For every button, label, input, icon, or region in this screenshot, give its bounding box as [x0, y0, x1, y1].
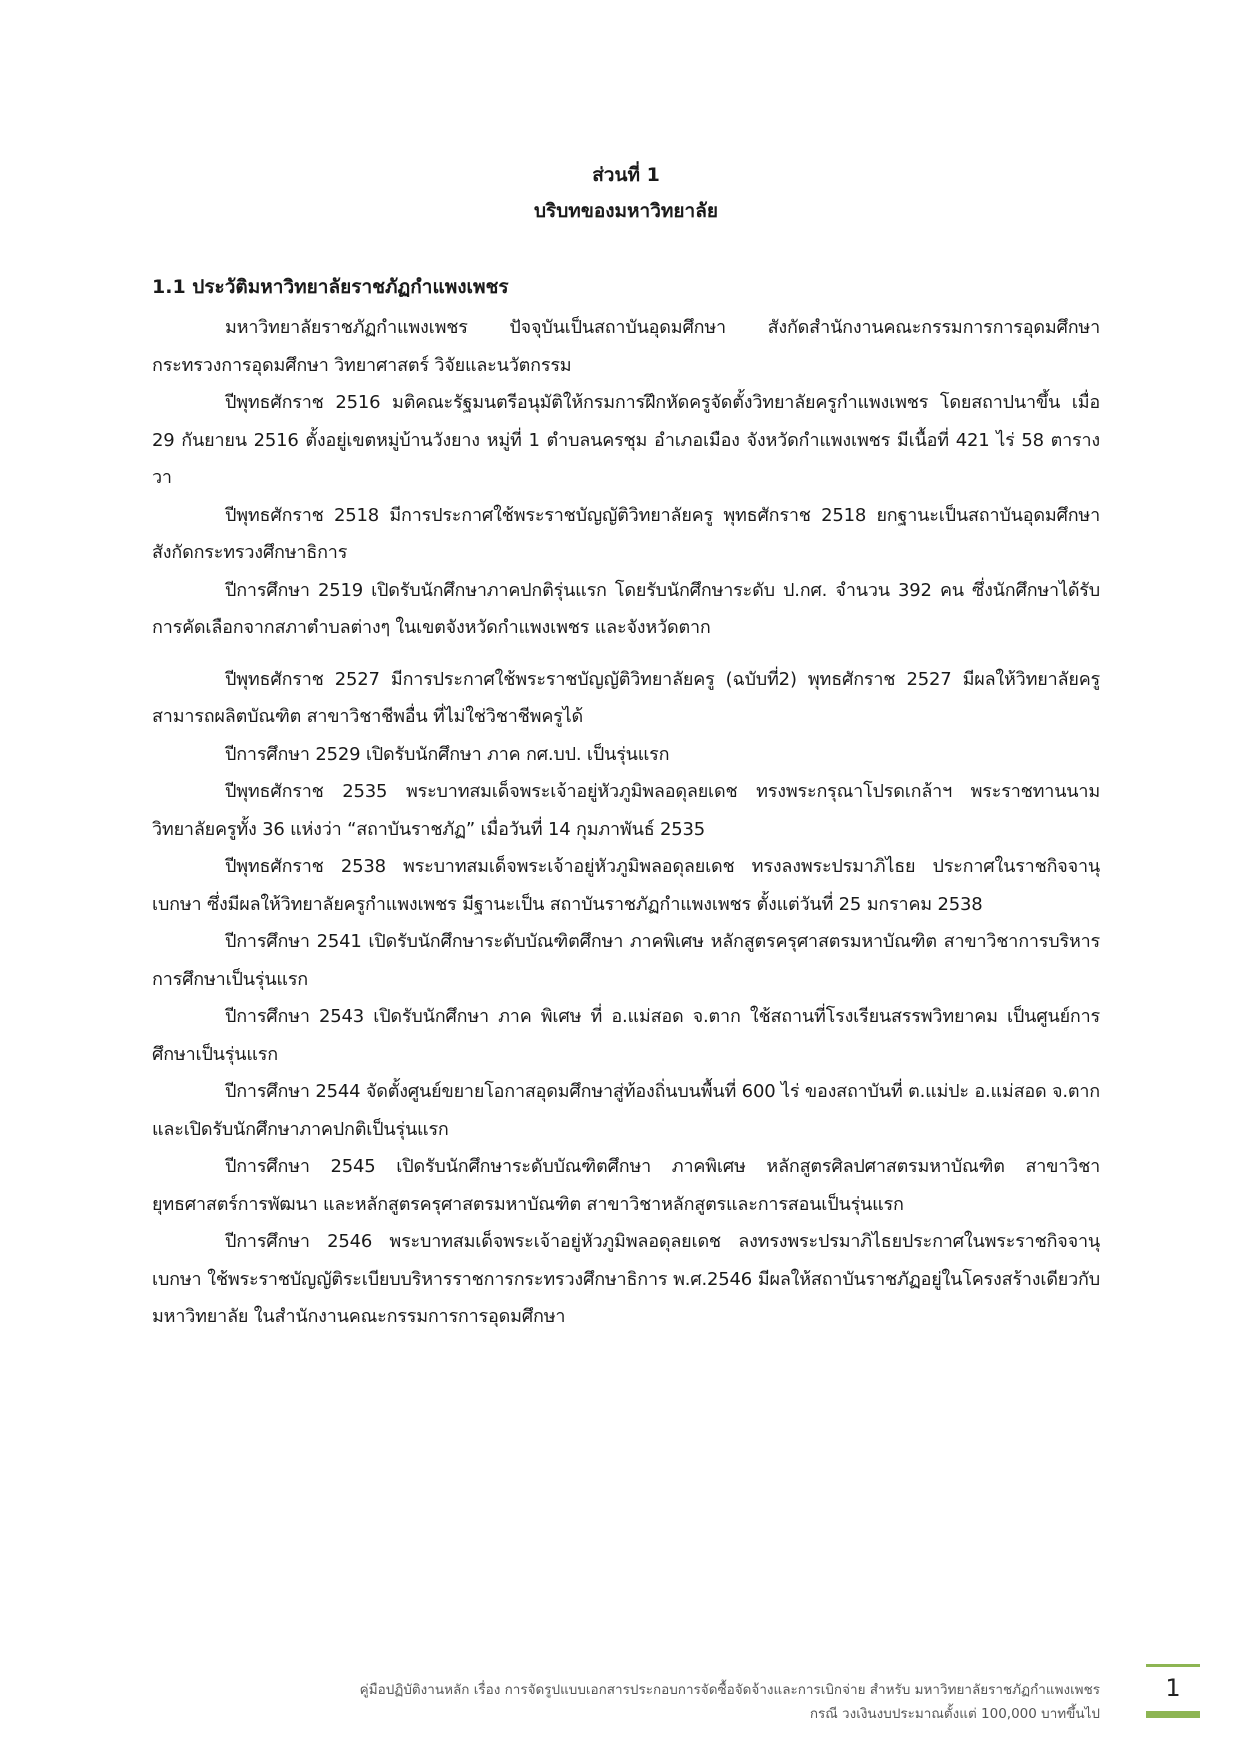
page-number-bottom-rule [1146, 1711, 1200, 1718]
paragraph-5: ปีพุทธศักราช 2527 มีการประกาศใช้พระราชบัญญัติวิทยาลัยครู (ฉบับที่2) พุทธศักราช 2527 มีผลให้วิทยาลัยครูสามารถผลิตบัณฑิต สาขาวิชาชีพอื่น ที่ไม่ใช่วิชาชีพครูได้ [152, 668, 1100, 727]
title-block [152, 157, 1100, 229]
paragraph-8: ปีพุทธศักราช 2538 พระบาทสมเด็จพระเจ้าอยู่หัวภูมิพลอดุลยเดช ทรงลงพระปรมาภิไธย ประกาศในราชกิจจานุเบกษา ซึ่งมีผลให้วิทยาลัยครูกำแพงเพชร มีฐานะเป็น สถาบันราชภัฏกำแพงเพชร ตั้งแต่วันที่ 25 มกราคม 2538 [152, 856, 1100, 915]
paragraph-11: ปีการศึกษา 2544 จัดตั้งศูนย์ขยายโอกาสอุดมศึกษาสู่ท้องถิ่นบนพื้นที่ 600 ไร่ ของสถาบันที่ ต.แม่ปะ อ.แม่สอด จ.ตาก และเปิดรับนักศึกษาภาคปกติเป็นรุ่นแรก [152, 1081, 1100, 1140]
footer-line-1: คู่มือปฏิบัติงานหลัก เรื่อง การจัดรูปแบบเอกสารประกอบการจัดซื้อจัดจ้างและการเบิกจ่าย สำหรับ มหาวิทยาลัยราชภัฏกำแพงเพชร [359, 1682, 1100, 1698]
paragraph-9: ปีการศึกษา 2541 เปิดรับนักศึกษาระดับบัณฑิตศึกษา ภาคพิเศษ หลักสูตรครุศาสตรมหาบัณฑิต สาขาวิชาการบริหารการศึกษาเป็นรุ่นแรก [152, 931, 1100, 990]
paragraph-7: ปีพุทธศักราช 2535 พระบาทสมเด็จพระเจ้าอยู่หัวภูมิพลอดุลยเดช ทรงพระกรุณาโปรดเกล้าฯ พระราชทานนามวิทยาลัยครูทั้ง 36 แห่งว่า “สถาบันราชภัฏ” เมื่อวันที่ 14 กุมภาพันธ์ 2535 [152, 781, 1100, 840]
page-number: 1 [1165, 1674, 1181, 1702]
section-heading: 1.1 ประวัติมหาวิทยาลัยราชภัฏกำแพงเพชร [152, 276, 509, 298]
page-number-top-rule [1146, 1664, 1200, 1667]
paragraph-4: ปีการศึกษา 2519 เปิดรับนักศึกษาภาคปกติรุ่นแรก โดยรับนักศึกษาระดับ ป.กศ. จำนวน 392 คน ซึ่งนักศึกษาได้รับการคัดเลือกจากสภาตำบลต่างๆ ในเขตจังหวัดกำแพงเพชร และจังหวัดตาก [152, 579, 1100, 638]
footer-line-2: กรณี วงเงินงบประมาณตั้งแต่ 100,000 บาทขึ้นไป [809, 1706, 1100, 1722]
page-number-box [1146, 1664, 1200, 1718]
paragraph-1: มหาวิทยาลัยราชภัฏกำแพงเพชร ปัจจุบันเป็นสถาบันอุดมศึกษา สังกัดสำนักงานคณะกรรมการการอุดมศึกษา กระทรวงการอุดมศึกษา วิทยาศาสตร์ วิจัยและนวัตกรรม [152, 317, 1100, 376]
part-title: ส่วนที่ 1 [592, 164, 660, 186]
paragraph-3: ปีพุทธศักราช 2518 มีการประกาศใช้พระราชบัญญัติวิทยาลัยครู พุทธศักราช 2518 ยกฐานะเป็นสถาบันอุดมศึกษา สังกัดกระทรวงศึกษาธิการ [152, 504, 1100, 563]
paragraph-6: ปีการศึกษา 2529 เปิดรับนักศึกษา ภาค กศ.บป. เป็นรุ่นแรก [225, 743, 670, 765]
paragraph-2: ปีพุทธศักราช 2516 มติคณะรัฐมนตรีอนุมัติให้กรมการฝึกหัดครูจัดตั้งวิทยาลัยครูกำแพงเพชร โดยสถาปนาขึ้น เมื่อ 29 กันยายน 2516 ตั้งอยู่เขตหมู่บ้านวังยาง หมู่ที่ 1 ตำบลนครชุม อำเภอเมือง จังหวัดกำแพงเพชร มีเนื้อที่ 421 ไร่ 58 ตารางวา [152, 392, 1100, 488]
part-subtitle: บริบทของมหาวิทยาลัย [533, 200, 719, 222]
paragraph-13: ปีการศึกษา 2546 พระบาทสมเด็จพระเจ้าอยู่หัวภูมิพลอดุลยเดช ลงทรงพระปรมาภิไธยประกาศในพระราชกิจจานุเบกษา ใช้พระราชบัญญัติระเบียบบริหารราชการกระทรวงศึกษาธิการ พ.ศ.2546 มีผลให้สถาบันราชภัฏอยู่ในโครงสร้างเดียวกับมหาวิทยาลัย ในสำนักงานคณะกรรมการการอุดมศึกษา [152, 1231, 1100, 1327]
paragraph-12: ปีการศึกษา 2545 เปิดรับนักศึกษาระดับบัณฑิตศึกษา ภาคพิเศษ หลักสูตรศิลปศาสตรมหาบัณฑิต สาขาวิชายุทธศาสตร์การพัฒนา และหลักสูตรครุศาสตรมหาบัณฑิต สาขาวิชาหลักสูตรและการสอนเป็นรุ่นแรก [152, 1156, 1100, 1215]
section-body [152, 309, 1100, 1336]
paragraph-10: ปีการศึกษา 2543 เปิดรับนักศึกษา ภาค พิเศษ ที่ อ.แม่สอด จ.ตาก ใช้สถานที่โรงเรียนสรรพวิทยาคม เป็นศูนย์การศึกษาเป็นรุ่นแรก [152, 1006, 1100, 1065]
page-footer [200, 1678, 1100, 1726]
